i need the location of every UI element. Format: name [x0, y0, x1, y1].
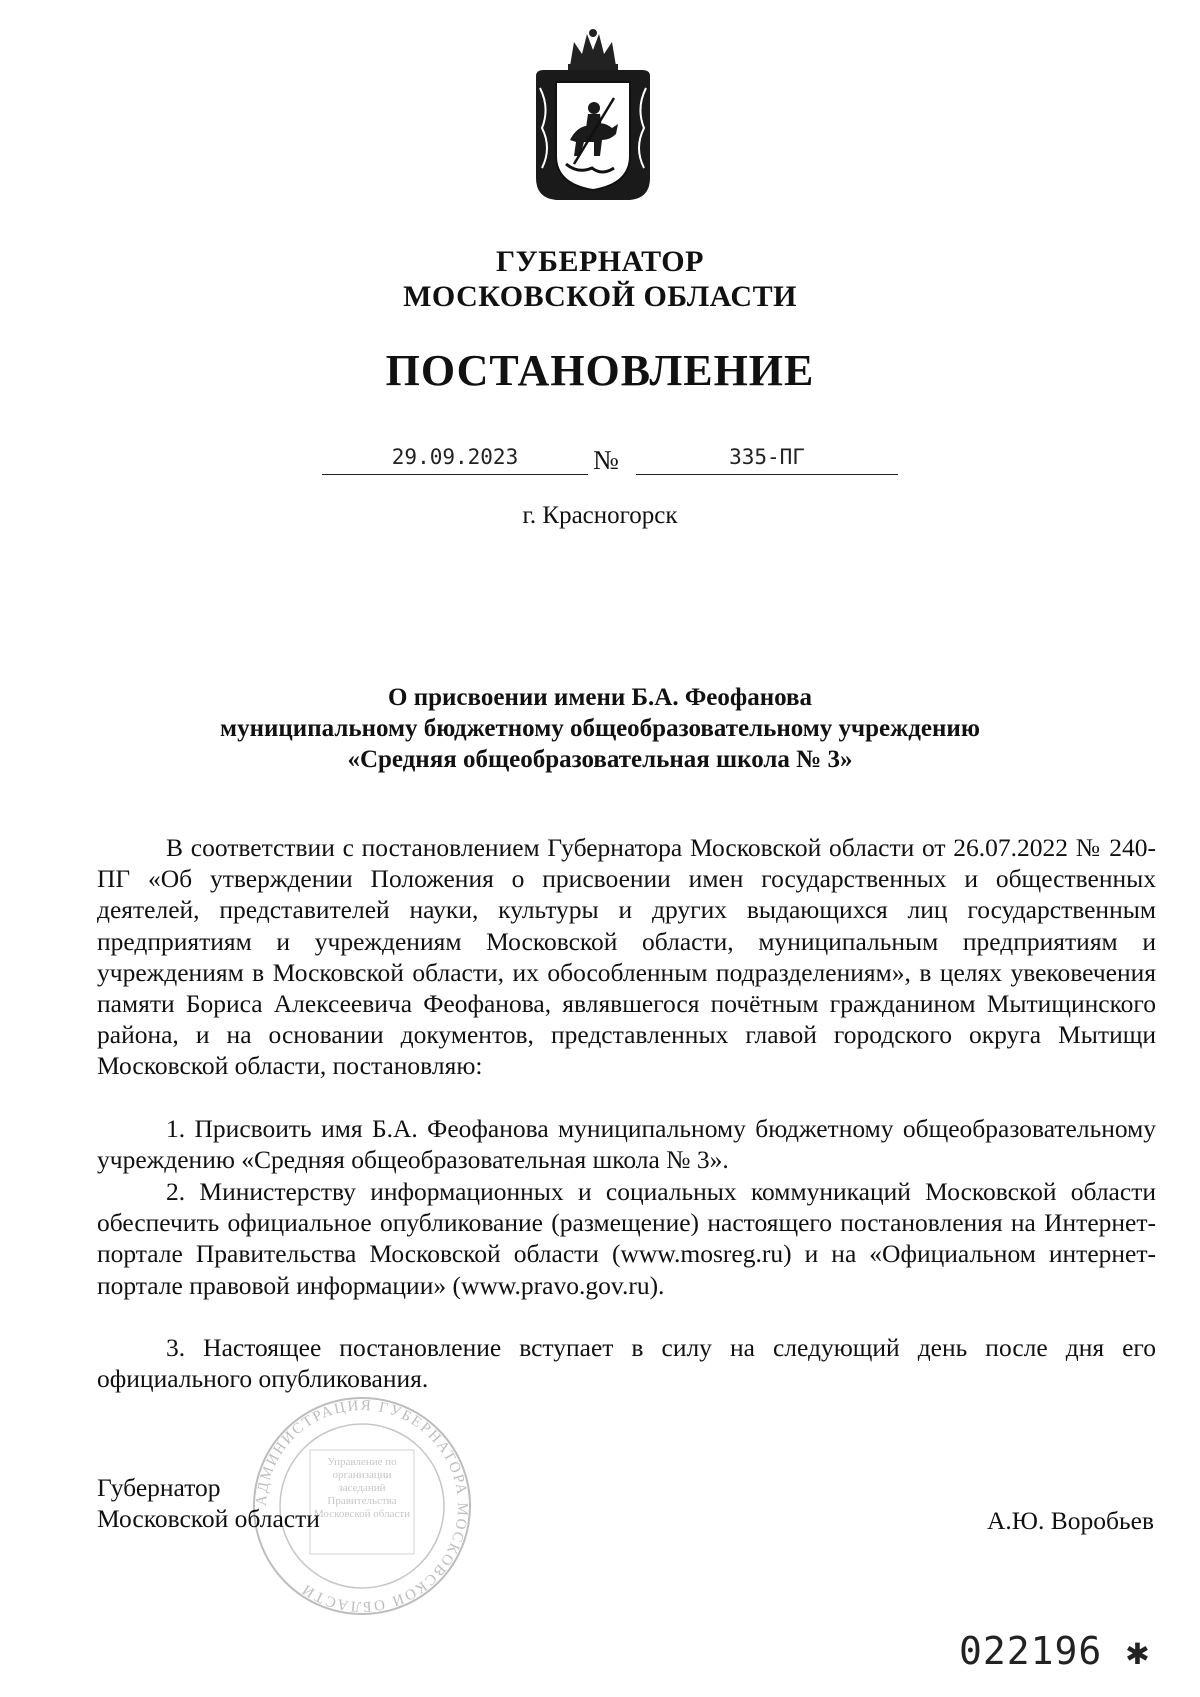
body-preamble — [97, 832, 1156, 1082]
coat-of-arms-emblem — [530, 28, 656, 208]
signatory-position — [97, 1472, 320, 1534]
paragraph-item-3: 3. Настоящее постановление вступает в силу на следующий день после дня его официального опубликования. — [97, 1333, 1156, 1394]
paragraph-item-2: 2. Министерству информационных и социальных коммуникаций Московской области обеспечить официальное опубликование (размещение) настоящего постановления на Интернет-портале Правительства Московской области (www.mosreg.ru) и на «Официальном интернет-портале правовой информации» (www.pravo.gov.ru). — [97, 1177, 1156, 1300]
body-item-1 — [97, 1113, 1156, 1175]
seal-outer-text: АДМИНИСТРАЦИЯ ГУБЕРНАТОРА МОСКОВСКОЙ ОБЛАСТИ — [253, 1397, 471, 1615]
seal-inner-text: Управление по организации заседаний Правительства Московской области — [313, 1456, 411, 1520]
signatory-position-line-1: Губернатор — [97, 1473, 221, 1502]
number-label: № — [593, 445, 619, 475]
document-date: 29.09.2023 — [322, 440, 588, 475]
signatory-name: А.Ю. Воробьев — [987, 1506, 1154, 1535]
document-type: ПОСТАНОВЛЕНИЕ — [385, 346, 815, 395]
paragraph-item-1: 1. Присвоить имя Б.А. Феофанова муниципальному бюджетному общеобразовательному учреждению «Средняя общеобразовательная школа № 3». — [97, 1114, 1156, 1175]
paragraph-preamble: В соответствии с постановлением Губернатора Московской области от 26.07.2022 № 240-ПГ «Об утверждении Положения о присвоении имен государственных и общественных деятелей, представителей науки, культуры и других выдающихся лиц государственным предприятиям и учреждениям Московской области, муниципальным предприятиям и учреждениям в Московской области, их обособленным подразделениям», в целях увековечения памяти Бориса Алексеевича Феофанова, являвшегося почётным гражданином Мытищинского района, и на основании документов, представленных главой городского округа Мытищи Московской области, постановляю: — [97, 833, 1156, 1081]
issue-city: г. Красногорск — [522, 502, 678, 529]
document-number: 335-ПГ — [636, 440, 898, 475]
registration-number: 022196 ✱ — [958, 1629, 1150, 1673]
body-item-3 — [97, 1332, 1156, 1394]
signatory-position-line-2: Московской области — [97, 1504, 320, 1533]
title-line-1: О присвоении имени Б.А. Феофанова — [388, 684, 812, 711]
title-line-3: «Средняя общеобразовательная школа № 3» — [347, 746, 853, 773]
body-item-2 — [97, 1176, 1156, 1301]
title-line-2: муниципальному бюджетному общеобразовательному учреждению — [220, 715, 980, 742]
issuer-title: ГУБЕРНАТОР — [496, 245, 704, 278]
issuer-region: МОСКОВСКОЙ ОБЛАСТИ — [403, 280, 797, 313]
document-title — [0, 682, 1200, 775]
